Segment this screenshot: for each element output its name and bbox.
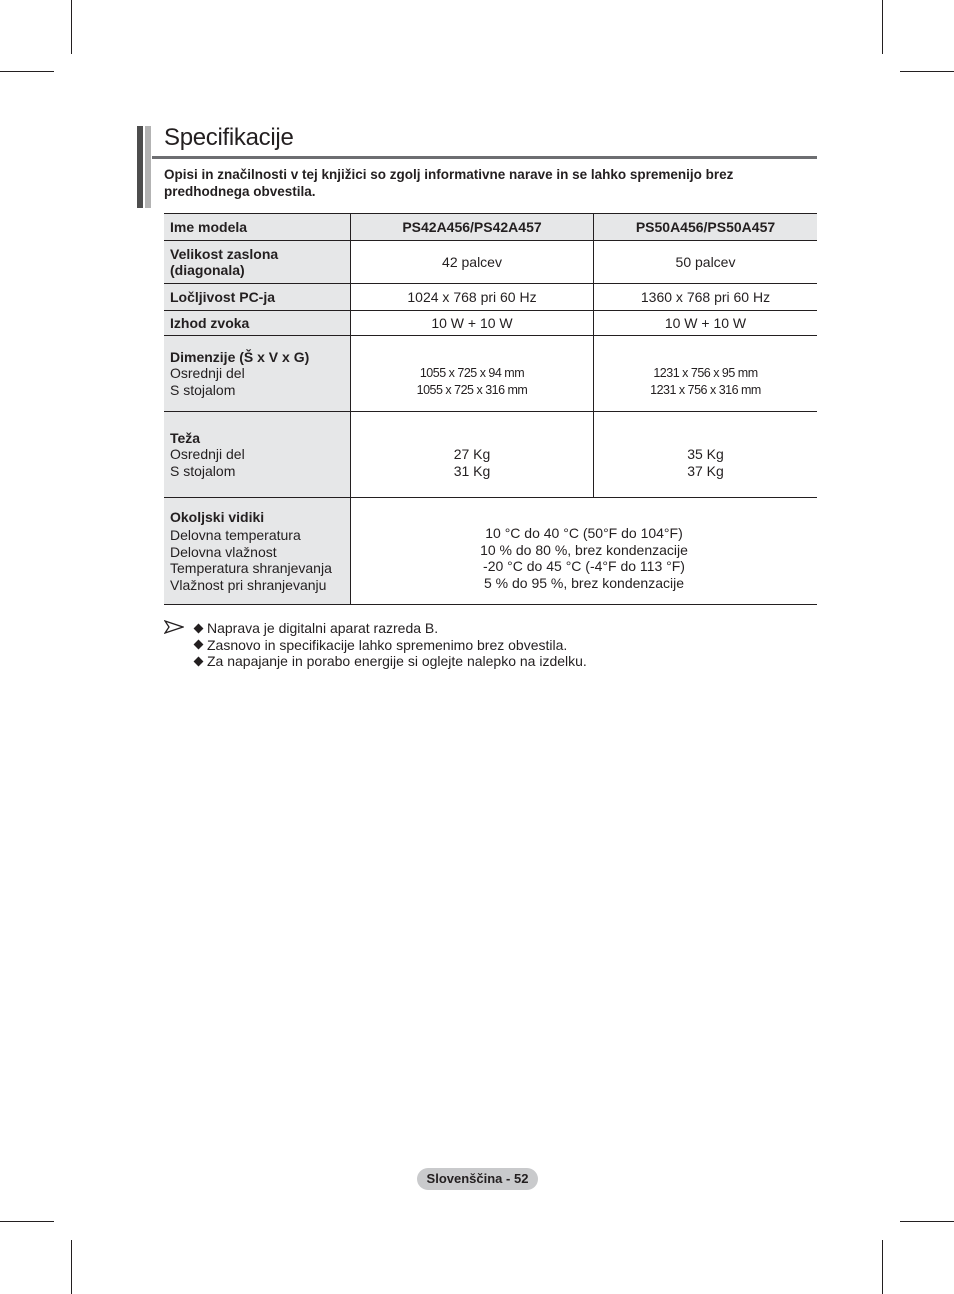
row-sublabel: Temperatura shranjevanja: [170, 560, 332, 577]
crop-mark: [882, 0, 883, 54]
arrow-right-icon: [164, 620, 184, 639]
header-model-a: PS42A456/PS42A457: [351, 214, 594, 241]
row-sublabel: Delovna temperatura: [170, 527, 301, 544]
cell-value: [594, 336, 818, 412]
cell-value: [594, 412, 818, 498]
row-label-text: Okoljski vidiki: [170, 508, 265, 525]
row-label: [164, 311, 351, 336]
note-text: Naprava je digitalni aparat razreda B.: [207, 620, 439, 636]
row-sublabel: Delovna vlažnost: [170, 543, 277, 560]
row-label-text: Izhod zvoka: [170, 314, 250, 331]
header-label: Ime modela: [164, 214, 351, 241]
cell-value-line: 1231 x 756 x 95 mm: [653, 366, 758, 380]
table-row-environment: [164, 498, 817, 605]
cell-value-line: 35 Kg: [687, 446, 724, 462]
diamond-icon: [194, 640, 204, 650]
intro-text: Opisi in značilnosti v tej knjižici so zgolj informativne narave in se lahko spremenijo brez predhodnega obvestila.: [164, 167, 734, 199]
crop-mark: [0, 71, 54, 72]
header-model-b: PS50A456/PS50A457: [594, 214, 818, 241]
cell-value-line: 10 % do 80 %, brez kondenzacije: [480, 541, 688, 558]
note-text: Za napajanje in porabo energije si oglejte nalepko na izdelku.: [207, 653, 587, 669]
row-label-line: Velikost zaslona: [170, 245, 279, 262]
row-sublabel: Osrednji del: [170, 446, 245, 463]
cell-value: [351, 336, 594, 412]
crop-mark: [71, 0, 72, 54]
row-label-text: Teža: [170, 429, 201, 446]
page-number-badge: Slovenščina - 52: [417, 1168, 538, 1190]
page-title: Specifikacije: [164, 124, 294, 151]
note-item: [193, 620, 587, 637]
row-label: [164, 412, 351, 498]
cell-value: [351, 412, 594, 498]
table-row-weight: [164, 412, 817, 498]
cell-value-line: 27 Kg: [453, 446, 491, 462]
title-accent-bar: [137, 126, 143, 208]
crop-mark: [882, 1240, 883, 1294]
cell-value-line: -20 °C do 45 °C (-4°F do 113 °F): [483, 558, 685, 574]
note-item: [193, 653, 587, 670]
cell-value-line: 5 % do 95 %, brez kondenzacije: [483, 574, 684, 591]
row-label: [164, 284, 351, 311]
row-label: [164, 498, 351, 605]
row-label: [164, 241, 351, 284]
cell-value: 1024 x 768 pri 60 Hz: [351, 284, 594, 311]
cell-value-line: 31 Kg: [453, 462, 491, 479]
crop-mark: [900, 71, 954, 72]
note-text: Zasnovo in specifikacije lahko spremenimo brez obvestila.: [207, 636, 568, 653]
cell-value-line: 37 Kg: [687, 462, 724, 479]
crop-mark: [900, 1221, 954, 1222]
diamond-icon: [194, 656, 204, 666]
row-label: [164, 336, 351, 412]
title-divider: [152, 156, 817, 159]
cell-value: 10 W + 10 W: [351, 311, 594, 336]
cell-value-line: 10 °C do 40 °C (50°F do 104°F): [485, 525, 683, 541]
title-accent-bar: [145, 126, 151, 208]
notes-list: [193, 620, 587, 670]
table-row-screen-size: [164, 241, 817, 284]
table-row-pc-resolution: [164, 284, 817, 311]
crop-mark: [71, 1240, 72, 1294]
row-label-text: Dimenzije (Š x V x G): [170, 348, 310, 365]
cell-value: 50 palcev: [594, 241, 818, 284]
crop-mark: [0, 1221, 54, 1222]
table-row-sound-output: [164, 311, 817, 336]
table-row-header: [164, 214, 817, 241]
diamond-icon: [194, 623, 204, 633]
cell-value-line: 1055 x 725 x 316 mm: [416, 382, 528, 397]
cell-value: 10 W + 10 W: [594, 311, 818, 336]
note-item: [193, 637, 587, 654]
cell-value: 42 palcev: [351, 241, 594, 284]
cell-value: 1360 x 768 pri 60 Hz: [594, 284, 818, 311]
cell-value-line: 1055 x 725 x 94 mm: [419, 366, 525, 380]
row-label-text: Ločljivost PC-ja: [170, 288, 276, 305]
cell-value: [351, 498, 818, 605]
row-sublabel: Vlažnost pri shranjevanju: [170, 576, 327, 593]
table-row-dimensions: [164, 336, 817, 412]
row-label-line: (diagonala): [170, 262, 245, 278]
row-sublabel: Osrednji del: [170, 365, 245, 382]
row-sublabel: S stojalom: [170, 462, 236, 479]
cell-value-line: 1231 x 756 x 316 mm: [650, 382, 761, 397]
spec-table: [164, 213, 817, 605]
row-sublabel: S stojalom: [170, 381, 236, 398]
